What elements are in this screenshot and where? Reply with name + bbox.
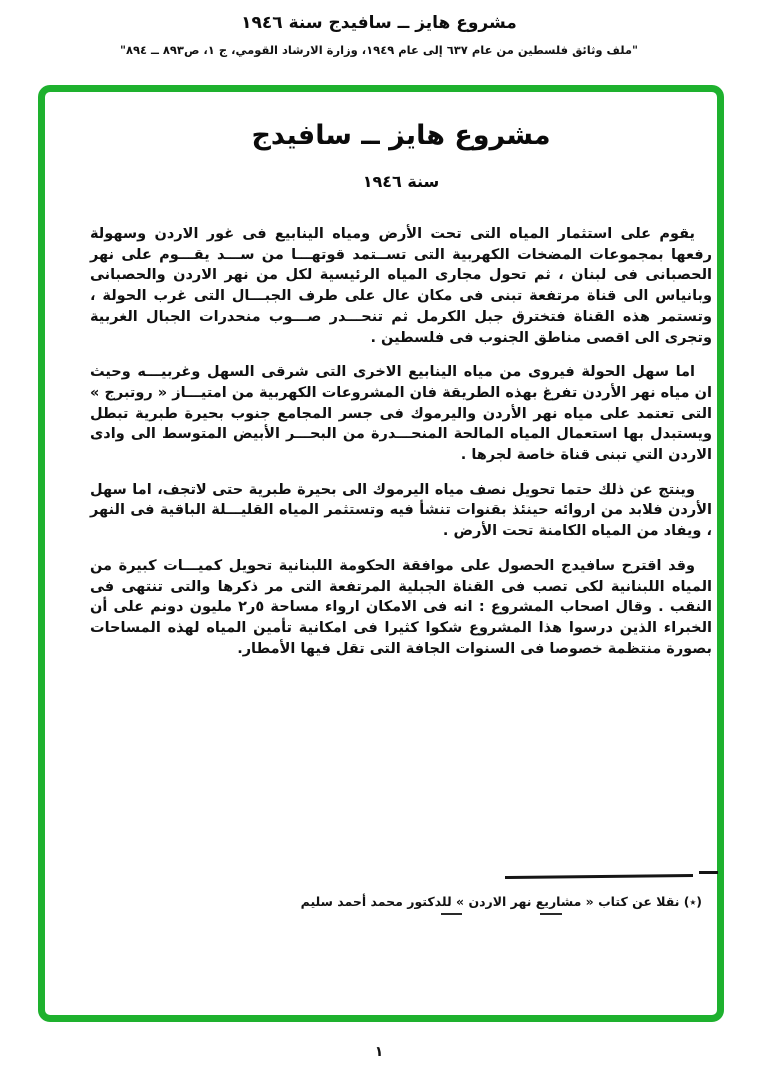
footnote-text: (٭) نقلا عن كتاب « مشاريع نهر الاردن » للدكتور محمد أحمد سليم	[300, 894, 702, 909]
document-body	[90, 224, 712, 673]
footnote-divider-line-segment	[699, 871, 718, 874]
page-header-title: مشروع هايز ــ سافيدج سنة ١٩٤٦	[241, 13, 517, 33]
book-title-underline-dash	[441, 913, 462, 915]
paragraph-3: وينتج عن ذلك حتما تحويل نصف مياه اليرموك الى بحيرة طبرية حتى لاتجف، اما سهل الأردن فلابد من اروائه حينئذ بقنوات تنشأ فيه وتستثمر المياه القليـــلة الباقية فى النهر ، ويفاد من المياه الكامنة تحت الأرض .	[90, 481, 712, 540]
paragraph-4: وقد اقترح سافيدج الحصول على موافقة الحكومة اللبنانية تحويل كميـــات كبيرة من المياه اللبنانية لكى تصب فى القناة الجبلية المرتفعة التى مر ذكرها والتى تنتهى فى النقب . وقال اصحاب المشروع : انه فى الامكان ارواء مساحة ٥ر٢ مليون دونم على أن الخبراء الذين درسوا هذا المشروع شكوا كثيرا فى امكانية تأمين المياه لهذه المساحات بصورة منتظمة خصوصا فى السنوات الجافة التى تقل فيها الأمطار.	[90, 557, 712, 657]
page-header-source-line: "ملف وثائق فلسطين من عام ٦٣٧ إلى عام ١٩٤٩، وزارة الارشاد القومي، ج ١، ص٨٩٣ ــ ٨٩٤"	[119, 43, 639, 57]
paragraph-1: يقوم على استثمار المياه التى تحت الأرض ومياه الينابيع فى غور الاردن وسهولة رفعها بمجموعات المضخات الكهربية التى تســتمد قوتهـــا من ســـد يقـــوم على نهر الحصبانى فى لبنان ، ثم تحول مجارى المياه الرئيسية لكل من نهر الاردن والحصبانى وبانياس الى قناة مرتفعة تبنى فى مكان عال على طرف الجبـــال التى غرب الحولة ، وتستمر هذه القناة فتخترق جبل الكرمل ثم تنحـــدر صـــوب منحدرات الجبال الغربية وتجرى الى اقصى مناطق الجنوب فى فلسطين .	[90, 226, 712, 346]
book-title-underline-dash	[540, 913, 562, 915]
page-number: ١	[374, 1044, 384, 1060]
paragraph-2: اما سهل الحولة فيروى من مياه الينابيع الاخرى التى شرقى السهل وغربيـــه وحيث ان مياه نهر الأردن تفرغ بهذه الطريقة فان المشروعات الكهربية من امتيـــاز « روتبرج » التى تعتمد على مياه نهر الأردن واليرموك فى جسر المجامع جنوب بحيرة طبرية تبطل ويستبدل بها استعمال المياه المالحة المنحـــدرة من البحـــر الأبيض المتوسط الى وادى الاردن التي تبنى قناة خاصة لجرها .	[90, 364, 712, 464]
document-year-line: سنة ١٩٤٦	[362, 172, 440, 191]
document-title: مشروع هايز ــ سافيدج	[251, 120, 551, 151]
